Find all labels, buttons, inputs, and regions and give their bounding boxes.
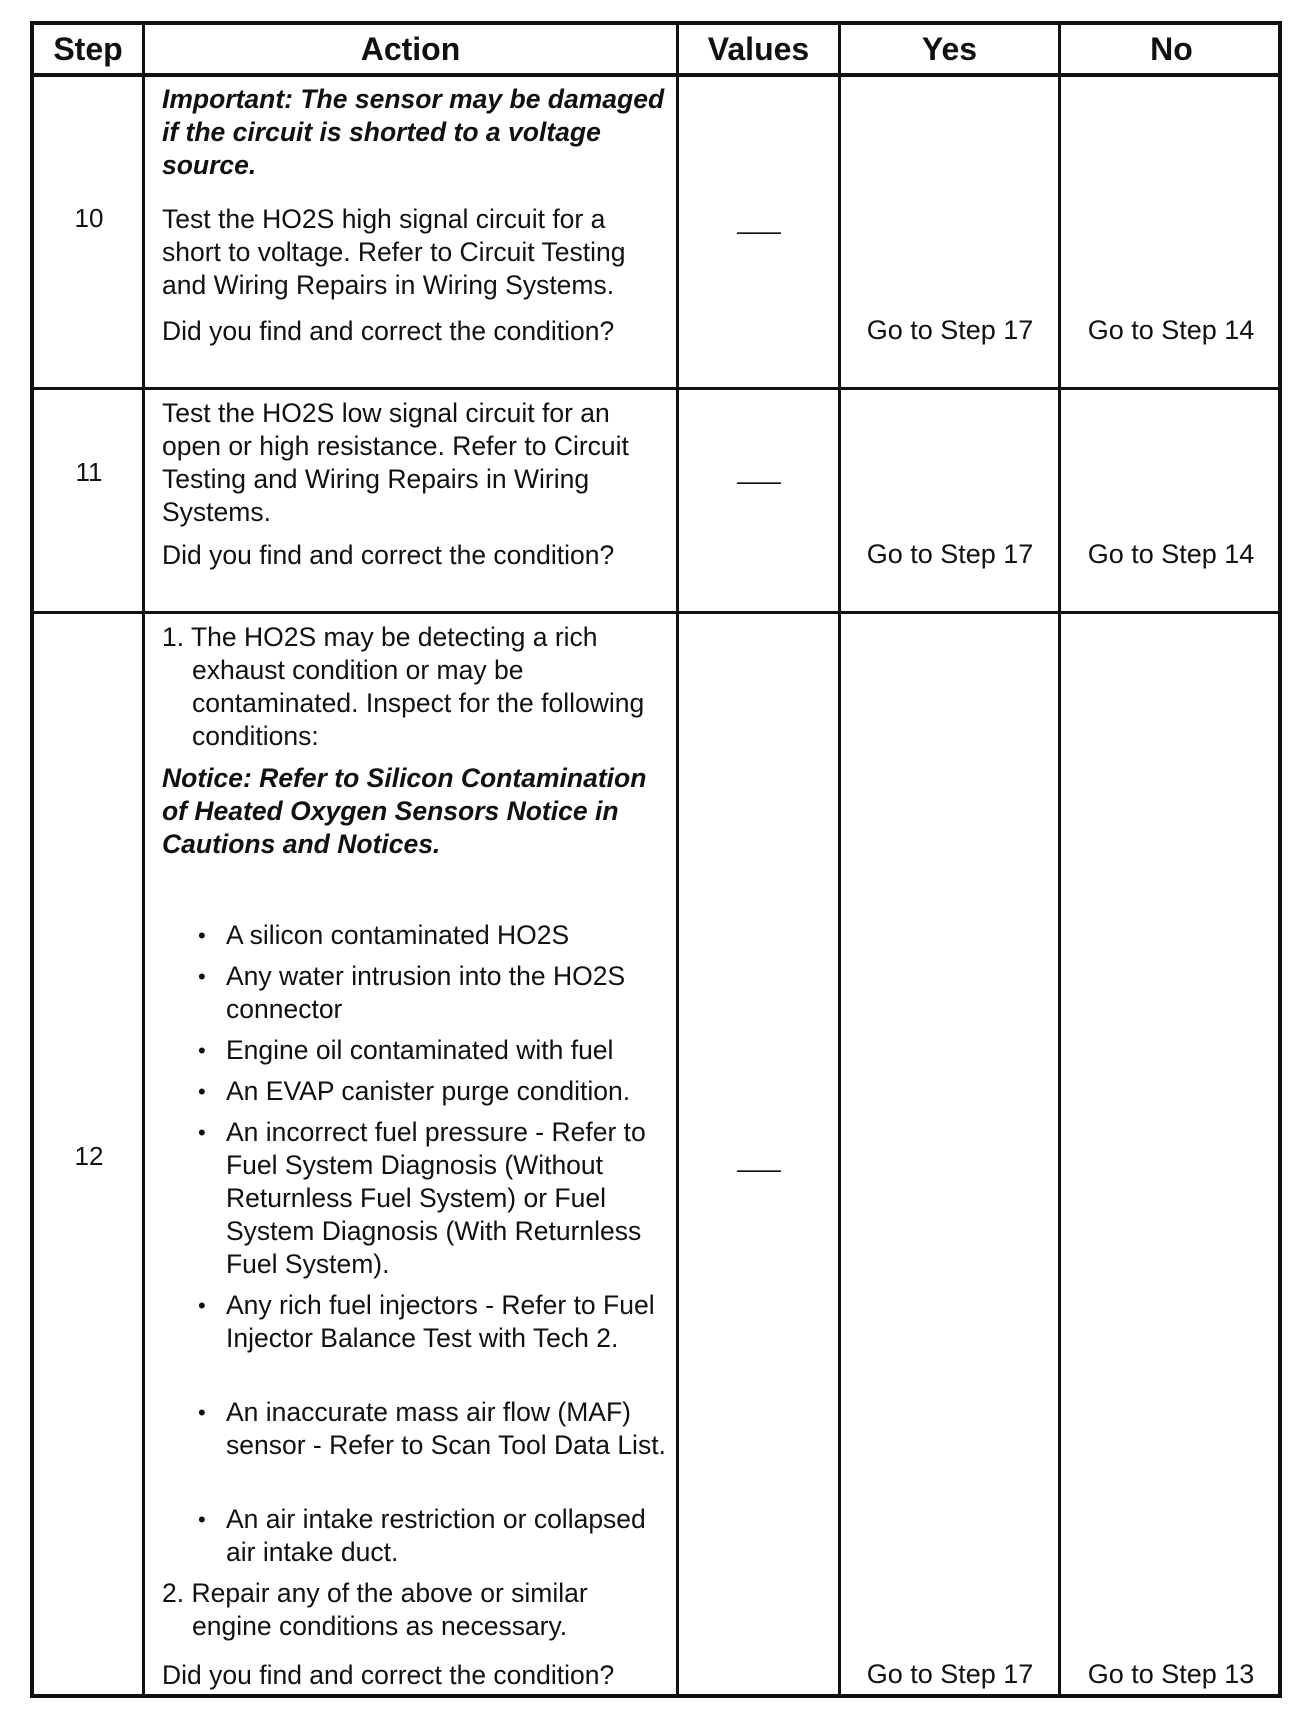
- value-cell: ___: [737, 1143, 781, 1173]
- no-go-to-step: Go to Step 13: [1087, 1659, 1255, 1689]
- header-action: Action: [360, 30, 461, 67]
- header-no: No: [1150, 30, 1193, 67]
- step-number: 11: [75, 457, 103, 487]
- action-text: Test the HO2S low signal circuit for an open or high resistance. Refer to Circuit Testing and Wiring Repairs in Wiring Systems.: [162, 398, 629, 527]
- step-number: 10: [74, 203, 104, 233]
- value-cell: ___: [737, 455, 781, 485]
- action-text: Test the HO2S high signal circuit for a short to voltage. Refer to Circuit Testing and Wiring Repairs in Wiring Systems.: [162, 204, 626, 300]
- list-item: • Engine oil contaminated with fuel: [198, 1034, 676, 1067]
- important-note: Important: The sensor may be damaged if the circuit is shorted to a voltage source.: [162, 84, 665, 180]
- question-text: Did you find and correct the condition?: [162, 1660, 615, 1690]
- list-item: • An EVAP canister purge condition.: [198, 1075, 676, 1108]
- column-divider: [1058, 25, 1061, 1694]
- question-text: Did you find and correct the condition?: [162, 316, 615, 346]
- list-item: • A silicon contaminated HO2S: [198, 919, 676, 952]
- question-text: Did you find and correct the condition?: [162, 540, 615, 570]
- list-item: • Any water intrusion into the HO2S connector: [198, 960, 676, 1026]
- header-yes: Yes: [921, 30, 978, 67]
- list-item: • An incorrect fuel pressure - Refer to Fuel System Diagnosis (Without Returnless Fuel System) or Fuel System Diagnosis (With Returnless Fuel System).: [198, 1116, 676, 1281]
- yes-go-to-step: Go to Step 17: [866, 1659, 1034, 1689]
- no-go-to-step: Go to Step 14: [1087, 315, 1255, 345]
- notice-note: Notice: Refer to Silicon Contamination of Heated Oxygen Sensors Notice in Cautions and Notices.: [162, 763, 647, 859]
- row-divider: [34, 387, 1278, 390]
- list-item: • An air intake restriction or collapsed air intake duct.: [198, 1503, 676, 1569]
- numbered-item: 1. The HO2S may be detecting a rich exhaust condition or may be contaminated. Inspect for the following conditions:: [162, 622, 645, 751]
- header-values: Values: [707, 30, 810, 67]
- list-item: • Any rich fuel injectors - Refer to Fuel Injector Balance Test with Tech 2.: [198, 1289, 676, 1355]
- row-divider: [34, 611, 1278, 614]
- value-cell: ___: [737, 205, 781, 235]
- diagnostic-table: [30, 21, 1282, 1698]
- column-divider: [142, 25, 145, 1694]
- list-item: • An inaccurate mass air flow (MAF) sensor - Refer to Scan Tool Data List.: [198, 1396, 676, 1462]
- column-divider: [838, 25, 841, 1694]
- header-divider: [34, 73, 1278, 77]
- step-number: 12: [74, 1141, 104, 1171]
- no-go-to-step: Go to Step 14: [1087, 539, 1255, 569]
- yes-go-to-step: Go to Step 17: [866, 315, 1034, 345]
- yes-go-to-step: Go to Step 17: [866, 539, 1034, 569]
- numbered-item: 2. Repair any of the above or similar engine conditions as necessary.: [162, 1578, 588, 1641]
- header-step: Step: [53, 30, 123, 67]
- column-divider: [676, 25, 679, 1694]
